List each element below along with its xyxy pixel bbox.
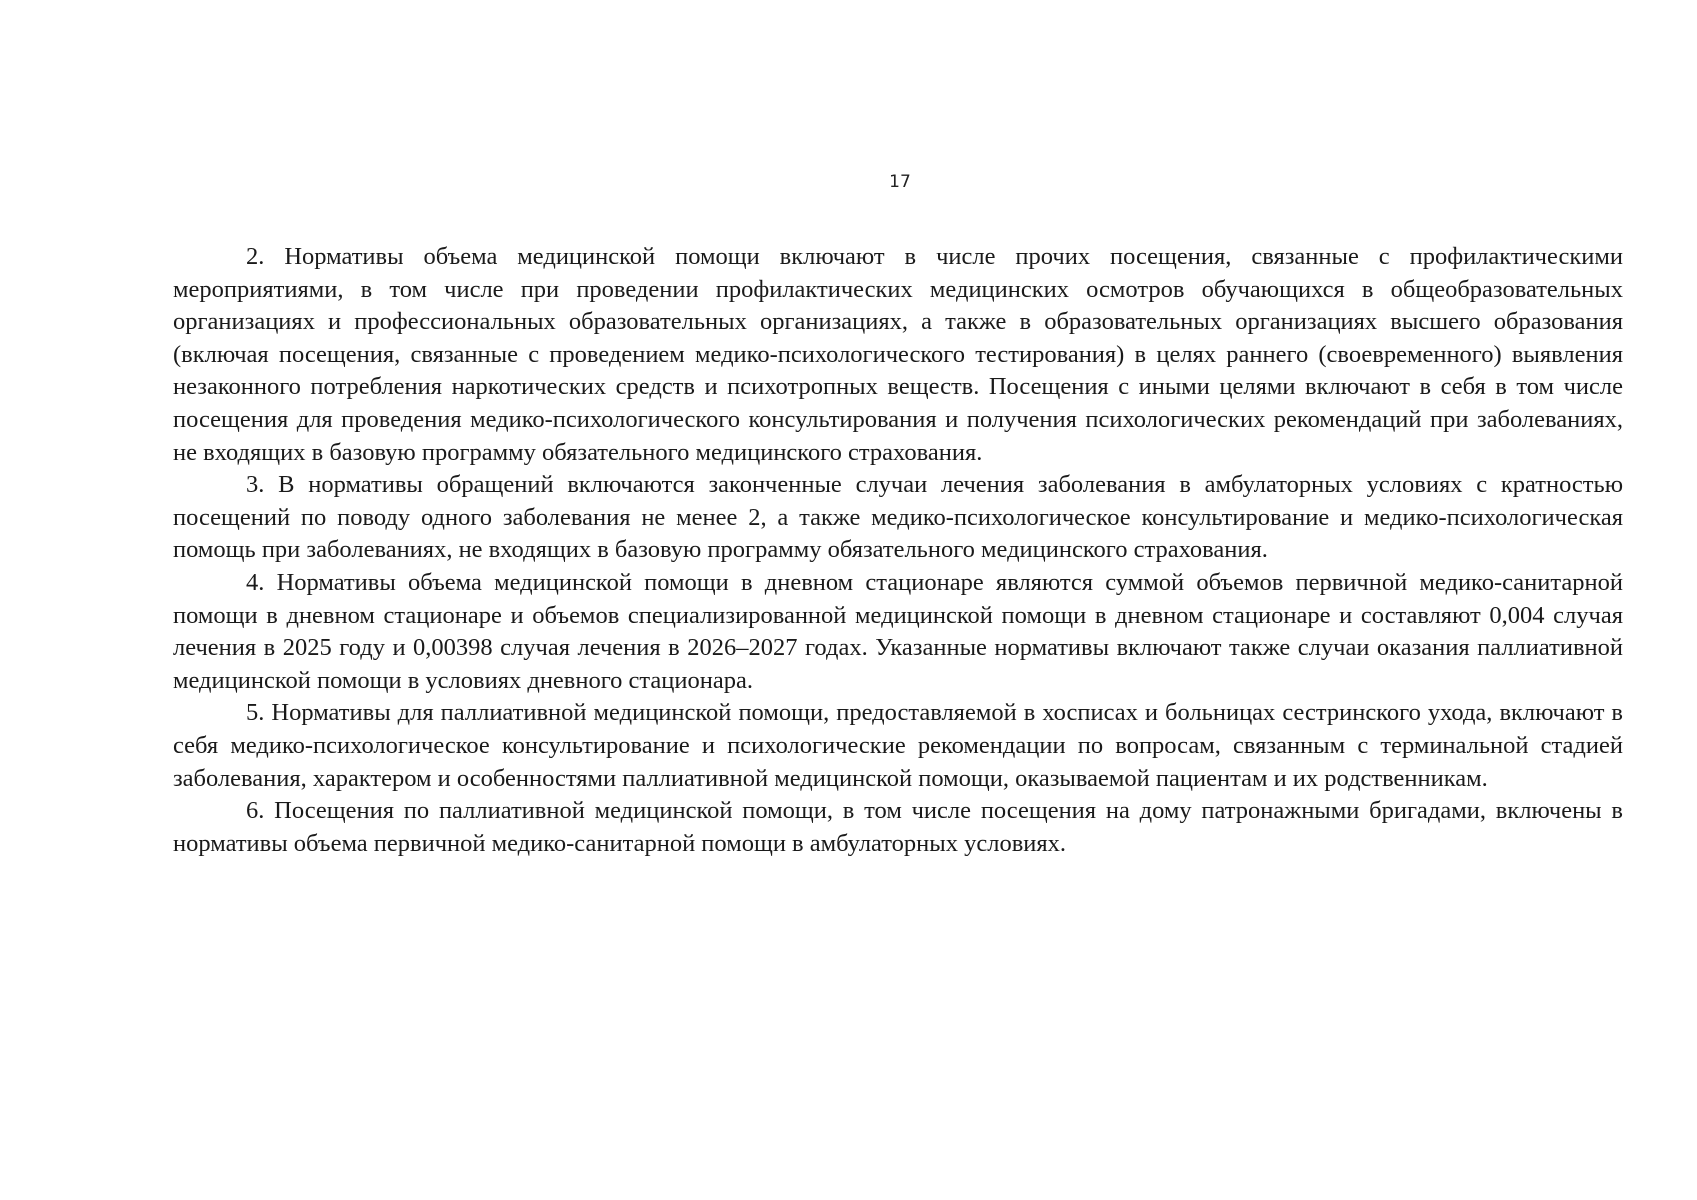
paragraph-2: 2. Нормативы объема медицинской помощи включают в числе прочих посещения, связанные с профилактическими мероприятиями, в том числе при проведении профилактических медицинских осмотров обучающихся в общеобразовательных организациях и профессиональных образовательных организациях, а также в образовательных организациях высшего образования (включая посещения, связанные с проведением медико-психологического тестирования) в целях раннего (своевременного) выявления незаконного потребления наркотических средств и психотропных веществ. Посещения с иными целями включают в себя в том числе посещения для проведения медико-психологического консультирования и получения психологических рекомендаций при заболеваниях, не входящих в базовую программу обязательного медицинского страхования. — [173, 243, 1623, 466]
document-body — [173, 241, 1623, 860]
paragraph-3: 3. В нормативы обращений включаются законченные случаи лечения заболевания в амбулаторных условиях с кратностью посещений по поводу одного заболевания не менее 2, а также медико-психологическое консультирование и медико-психологическая помощь при заболеваниях, не входящих в базовую программу обязательного медицинского страхования. — [173, 471, 1623, 564]
paragraph-6: 6. Посещения по паллиативной медицинской помощи, в том числе посещения на дому патронажными бригадами, включены в нормативы объема первичной медико-санитарной помощи в амбулаторных условиях. — [173, 797, 1623, 857]
paragraph-5: 5. Нормативы для паллиативной медицинской помощи, предоставляемой в хосписах и больницах сестринского ухода, включают в себя медико-психологическое консультирование и психологические рекомендации по вопросам, связанным с терминальной стадией заболевания, характером и особенностями паллиативной медицинской помощи, оказываемой пациентам и их родственникам. — [173, 699, 1623, 792]
page-number: 17 — [889, 172, 911, 192]
paragraph-4: 4. Нормативы объема медицинской помощи в дневном стационаре являются суммой объемов первичной медико-санитарной помощи в дневном стационаре и объемов специализированной медицинской помощи в дневном стационаре и составляют 0,004 случая лечения в 2025 году и 0,00398 случая лечения в 2026–2027 годах. Указанные нормативы включают также случаи оказания паллиативной медицинской помощи в условиях дневного стационара. — [173, 568, 1623, 694]
